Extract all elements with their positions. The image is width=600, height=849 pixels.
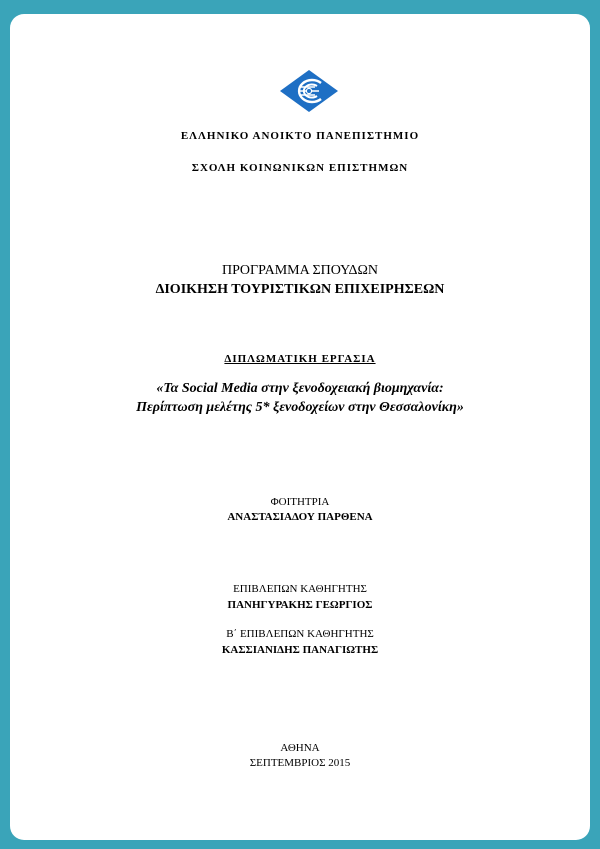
university-logo-icon xyxy=(279,69,339,113)
date: ΣΕΠΤΕΜΒΡΙΟΣ 2015 xyxy=(249,757,351,769)
university-name: ΕΛΛΗΝΙΚΟ ΑΝΟΙΚΤΟ ΠΑΝΕΠΙΣΤΗΜΙΟ xyxy=(180,130,420,142)
school-name: ΣΧΟΛΗ ΚΟΙΝΩΝΙΚΩΝ ΕΠΙΣΤΗΜΩΝ xyxy=(191,162,409,174)
thesis-title-line-2: Περίπτωση μελέτης 5* ξενοδοχείων στην Θεσσαλονίκη» xyxy=(136,400,464,415)
student-name: ΑΝΑΣΤΑΣΙΑΔΟΥ ΠΑΡΘΕΝΑ xyxy=(227,511,373,523)
supervisor-label: ΕΠΙΒΛΕΠΩΝ ΚΑΘΗΓΗΤΗΣ xyxy=(233,583,367,595)
student-label: ΦΟΙΤΗΤΡΙΑ xyxy=(270,496,330,508)
supervisor-name: ΠΑΝΗΓΥΡΑΚΗΣ ΓΕΩΡΓΙΟΣ xyxy=(227,599,373,611)
thesis-type: ΔΙΠΛΩΜΑΤΙΚΗ ΕΡΓΑΣΙΑ xyxy=(224,353,376,365)
document-page xyxy=(10,14,590,840)
second-supervisor-label: Β΄ ΕΠΙΒΛΕΠΩΝ ΚΑΘΗΓΗΤΗΣ xyxy=(226,628,374,640)
program-label: ΠΡΟΓΡΑΜΜΑ ΣΠΟΥΔΩΝ xyxy=(221,263,378,278)
program-name: ΔΙΟΙΚΗΣΗ ΤΟΥΡΙΣΤΙΚΩΝ ΕΠΙΧΕΙΡΗΣΕΩΝ xyxy=(155,282,445,297)
second-supervisor-name: ΚΑΣΣΙΑΝΙΔΗΣ ΠΑΝΑΓΙΩΤΗΣ xyxy=(221,644,379,656)
thesis-title-line-1: «Τα Social Media στην ξενοδοχειακή βιομηχανία: xyxy=(156,381,444,396)
city: ΑΘΗΝΑ xyxy=(280,742,320,754)
